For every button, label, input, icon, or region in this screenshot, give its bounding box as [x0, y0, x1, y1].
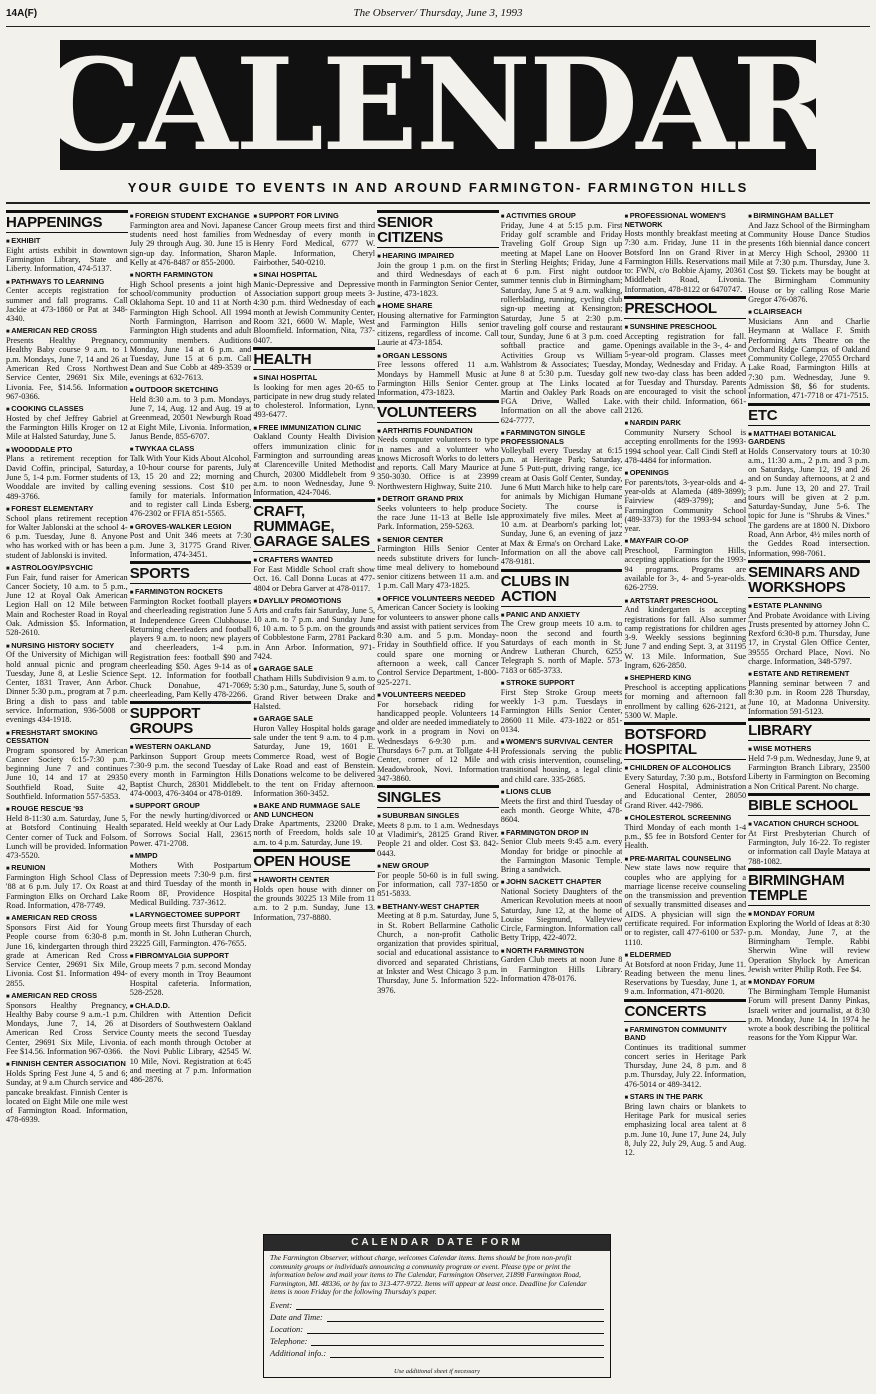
- listing-body: Parkinson Support Group meets 7:30-9 p.m. the second Tuesday of every month in Farmington Hills Baptist Church, 28301 Middlebelt. 474-0003, 476-3404 or 478-0189.: [129, 751, 252, 798]
- listing-body: Children with Attention Deficit Disorders of Southwestern Oakland County meets the second Tuesday of each month through October at the Novi Public Library, 42545 W. 10 Mile, Novi. Registration at 6:45 and meeting at 7 p.m. Information 486-2876.: [129, 1010, 252, 1085]
- listing-body: Exploring the World of Ideas at 8:30 p.m. Monday, June 7, at the Birmingham Temple. Rabbi Sherwin Wine will review Operation Shylock by American Jewish writer Philip Roth. Fee $4.: [748, 918, 870, 974]
- listing-body: Oakland County Health Division offers immunization clinic for Farmington and surrounding areas at Clarenceville United Methodist Church, 20300 Middlebelt from 9 a.m. to noon Wednesday, June 9. Information, 424-7046.: [253, 432, 376, 498]
- listing-body: Center accepts registration for summer and fall programs. Call Jackie at 473-1860 or Pat at 348-4340.: [6, 286, 128, 324]
- listing-heading: ■ FARMINGTON COMMUNITY BAND: [624, 1026, 746, 1043]
- listing-heading: ■ AMERICAN RED CROSS: [6, 914, 128, 923]
- listing-heading: ■ SENIOR CENTER: [377, 536, 499, 545]
- listing-heading: ■ BIRMINGHAM BALLET: [748, 212, 870, 221]
- column-1: [6, 208, 128, 1384]
- listing-heading: ■ NEW GROUP: [377, 862, 499, 871]
- listing-heading: ■ MONDAY FORUM: [748, 978, 870, 987]
- listing-heading: ■ HOME SHARE: [377, 302, 499, 311]
- listing-columns: [6, 208, 870, 1384]
- listing-body: Group meets 7 p.m. second Monday of every month in Troy Beaumont Hospital cafeteria. Information, 528-2528.: [129, 960, 252, 998]
- listing-body: Friday, June 4 at 5:15 p.m. First Friday golf scramble and Friday Traveling Golf Group Sign up meeting at Mapel Lane on Hoover in Sterling Heights; Friday, June 4 at 6 p.m. First night outdoor summer tennis club in Birmingham; Saturday, June 5 at 9 a.m. walking, rollerblading, running, cycling club sign-up meeting at Kensington; Saturday, June 5 at 2:30 p.m. traveling golf course and restaurant tour, Sunday, June 6 at 3 p.m. coed softball practice and game. Activities Group vs William Wahlstrom & Associates; Tuesday, June 8 at 5:30 p.m. Tuesday golf group at The Links located at Martin and Oakley Park Roads on FGA Drive, Walled Lake. Information on all the above call 624-7777.: [500, 220, 623, 425]
- form-instructions: The Farmington Observer, without charge, welcomes Calendar items. Items should be from non-profit community groups or individuals announcing a community program or event. Please type or print the information below and mail your items to The Calendar, Farmington Observer, 21898 Farmington Road, Farmington, MI. 48336, or by fax to 313-477-9722. Items will appear at least once. Deadline for Calendar items is noon Friday for the following Thursday's paper.: [270, 1253, 587, 1297]
- listing-body: Housing alternative for Farmington and Farmington Hills senior citizens, regardless of income. Call Laurie at 473-1854.: [377, 310, 499, 348]
- listing-body: And Probate Avoidance with Living Trusts presented by attorney John C. Rexford 6:30-8 p.m. Thursday, June 17, in Crystal Glen Office Center, 39555 Orchard Place, Novi. No charge. Information, 348-5797.: [748, 610, 870, 666]
- section-heading: SINGLES: [377, 785, 499, 808]
- listing-heading: ■ BAKE AND RUMMAGE SALE AND LUNCHEON: [253, 802, 375, 819]
- listing-body: National Society Daughters of the American Revolution meets at noon Saturday, June 12, at the home of Louise Siegmund, Valleyview Circle, Farmington. Information call Betty Tripp, 422-4072.: [500, 887, 623, 943]
- listing-body: Holds open house with dinner on the grounds 30225 13 Mile from 11 a.m. to 2 p.m. Sunday, June 13. Information, 737-8880.: [253, 884, 376, 922]
- form-field-line[interactable]: [330, 1348, 604, 1358]
- section-heading: BIBLE SCHOOL: [748, 793, 870, 816]
- form-field-line[interactable]: [307, 1324, 604, 1334]
- listing-body: New state laws now require that couples who are applying for a marriage license receive counseling on the transmission and prevention of sexually transmitted diseases and AIDS. A physician will sign the certificate required. For information or to register, call 477-6100 or 537-1110.: [624, 863, 747, 947]
- listing-heading: ■ FINNISH CENTER ASSOCIATION: [6, 1060, 128, 1069]
- listing-heading: ■ WOMEN'S SURVIVAL CENTER: [501, 738, 623, 747]
- column-2: [130, 208, 252, 1384]
- listing-heading: ■ ORGAN LESSONS: [377, 352, 499, 361]
- listing-heading: ■ SUBURBAN SINGLES: [377, 812, 499, 821]
- listing-body: Cancer Group meets first and third Wednesday of every month in Henry Ford Medical, 6777 W. Maple. Information, Cheryl Fairbother, 540-0210.: [253, 220, 376, 267]
- listing-body: Group meets first Thursday of each month in St. John Lutheran Church, 23225 Gill, Farmington. 476-7655.: [129, 919, 252, 948]
- calendar-date-form: [263, 1234, 611, 1378]
- listing-body: Held 8:30 a.m. to 3 p.m. Mondays, June 7, 14, Aug. 12 and Aug. 19 at Greenmead, 20501 Newburgh Road at Eight Mile, Livonia. Information, Janus Bende, 855-6707.: [129, 394, 252, 441]
- form-field-label: Additional info.:: [270, 1347, 327, 1358]
- section-heading: ETC: [748, 403, 870, 426]
- section-heading: HAPPENINGS: [6, 210, 128, 233]
- listing-heading: ■ REUNION: [6, 864, 128, 873]
- form-field-label: Date and Time:: [270, 1311, 323, 1322]
- listing-body: Garden Club meets at noon June 8 in Farmington Hills Library. Information 478-0176.: [500, 955, 623, 984]
- listing-body: Talk With Your Kids About Alcohol, a 10-hour course for parents, July 13, 15 20 and 22; morning and evening sessions. Cost $10 per family for materials. Information and to register call Linda Esberg, 476-2302 or FFIA 851-5565.: [129, 453, 252, 519]
- listing-heading: ■ ASTROLOGY/PSYCHIC: [6, 564, 128, 573]
- listing-heading: ■ NURSING HISTORY SOCIETY: [6, 642, 128, 651]
- listing-body: And Jazz School of the Birmingham Community House Dance Studios presents 16th biennial dance concert at Mercy High School, 29300 11 Mile at 7:30 p.m. Thursday, June 3. Cost $9. Tickets may be bought at The Birmingham Community House or by calling Rose Marie Gregor 476-0876.: [748, 220, 870, 304]
- listing-body: Sponsors Healthy Pregnancy, Healthy Baby course 9 a.m.-1 p.m. Mondays, June 7, 14, 26 at American Red Cross Service Center, 29691 Six Mile, Livonia. Fee $14.56. Information 967-0366.: [6, 1000, 128, 1057]
- listing-body: Continues its traditional summer concert series in Heritage Park Thursday, June 24, 8 p.m. and 8 p.m. Thursday, July 22. Information, 476-5014 or 489-3412.: [624, 1042, 747, 1089]
- listing-body: Sponsors First Aid for Young People course from 6:30-8 p.m. June 16, kindergarten through third grade at American Red Cross Service Center, 29691 Six Mile, Livonia. Cost $1. Information 494-2855.: [6, 922, 128, 988]
- listing-body: Arts and crafts fair Saturday, June 5, 10 a.m. to 7 p.m. and Sunday June 6, 10 a.m. to 5 p.m. on the grounds of Cobblestone Farm, 2781 Packard in Ann Arbor. Information, 971-7424.: [253, 605, 376, 662]
- listing-body: Holds Spring Fest June 4, 5 and 6; Sunday, at 9 a.m Church service and pancake breakfast. Finnish Center is located on Eight Mile one mile west of Farmington Road. Information, 478-6939.: [6, 1069, 128, 1125]
- listing-heading: ■ CH.A.D.D.: [130, 1002, 252, 1011]
- listing-heading: ■ NORTH FARMINGTON: [130, 271, 252, 280]
- listing-body: Farmington High School Class of '88 at 6 p.m. July 17. Ox Roast at Farmington Elks on Orchard Lake Road. Information, 478-7749.: [6, 873, 128, 910]
- listing-body: For the newly hurting/divorced or separated. Held weekly at Our Lady of Sorrows Social Hall, 23615 Power. 471-2708.: [129, 810, 252, 848]
- listing-heading: ■ DETROIT GRAND PRIX: [377, 495, 499, 504]
- form-field-label: Telephone:: [270, 1335, 308, 1346]
- listing-body: Third Monday of each month 1-4 p.m., $5 fee in Botsford Center for Health.: [624, 822, 747, 851]
- listing-body: Musicians Ann and Charlie Heymann at Wallace F. Smith Performing Arts Theatre on the Orchard Ridge Campus of Oakland Community College, 27055 Orchard Lake Road, Farmington Hills at 7:30 p.m. Wednesday, June 9. Admission $8, $6 for students. Information, 471-7718 or 471-7515.: [748, 316, 870, 401]
- listing-heading: ■ PRE-MARITAL COUNSELING: [624, 855, 746, 864]
- listing-heading: ■ SHEPHERD KING: [624, 674, 746, 683]
- listing-body: Meets 8 p.m. to 1 a.m. Wednesdays at Vladimir's, 28125 Grand River. People 21 and older. Cost $3. 842-0443.: [377, 820, 499, 858]
- form-field-row: [264, 1348, 610, 1360]
- listing-heading: ■ SINAI HOSPITAL: [253, 374, 375, 383]
- section-heading: SUPPORT GROUPS: [130, 701, 252, 739]
- listing-body: Drake Apartments, 23200 Drake, north of Freedom, holds sale 10 a.m. to 4 p.m. Saturday, June 19.: [253, 819, 376, 847]
- listing-heading: ■ ACTIVITIES GROUP: [501, 212, 623, 221]
- listing-body: Of the University of Michigan will hold annual picnic and program Tuesday, June 8, at Leslie Science Center, 1831 Traver, Ann Arbor. Dinner 5:30 p.m., program at 7 p.m. Bring a dish to pass and table service. Information, 936-5008 or evenings 434-1918.: [6, 650, 128, 725]
- listing-heading: ■ OUTDOOR SKETCHING: [130, 386, 252, 395]
- listing-body: Meets the first and third Tuesday of each month. George White, 478-8604.: [500, 796, 623, 825]
- page-number: 14A(F): [6, 8, 38, 19]
- section-heading: SPORTS: [130, 561, 252, 584]
- masthead-title: CALENDAR: [41, 31, 835, 179]
- listing-body: Post and Unit 346 meets at 7:30 p.m. June 3, 31775 Grand River. Information, 474-3451.: [129, 531, 252, 560]
- listing-heading: ■ MATTHAEI BOTANICAL GARDENS: [748, 430, 870, 447]
- section-heading: CLUBS IN ACTION: [501, 569, 623, 607]
- listing-body: Needs computer volunteers to type in names and a volunteer who knows Microsoft Works to do letters and reports. Call Mary Maurice at 350-3030. Office is at 23999 Northwestern Highway, Suite 210.: [377, 435, 499, 491]
- listing-heading: ■ SUPPORT FOR LIVING: [253, 212, 375, 221]
- listing-heading: ■ GROVES-WALKER LEGION: [130, 523, 252, 532]
- listing-heading: ■ CLAIRSEACH: [748, 308, 870, 317]
- listing-heading: ■ TWYKAA CLASS: [130, 445, 252, 454]
- listing-heading: ■ GARAGE SALE: [253, 715, 375, 724]
- section-heading: OPEN HOUSE: [253, 849, 375, 872]
- listing-heading: ■ MAYFAIR CO-OP: [624, 537, 746, 546]
- form-note: Use additional sheet if necessary: [394, 1368, 480, 1375]
- form-field-label: Location:: [270, 1323, 304, 1334]
- listing-heading: ■ FARMINGTON DROP IN: [501, 829, 623, 838]
- listing-body: Volleyball every Tuesday at 6:15 p.m. at Heritage Park; Saturday, June 5 Putt-putt, driving range, ice cream at Oasis Golf Center, Sunday, June 6 Mutt March hike to help care for animals by Michigan Humane Society. The course is approximately five miles. Meet at 10 a.m. at Dearborn's parking lot; Sunday, June 6, an evening of jazz at Max & Erma's on Orchard Lake. Information on all the above call 478-9181.: [500, 445, 623, 567]
- header-rule: [6, 26, 870, 27]
- listing-body: Fun Fair, fund raiser for American Cancer Society, 10 a.m. to 5 p.m., June 12 at Royal Oak American Legion Hall on 12 Mile between Main and Rochester Road in Royal Oak. Admission $5. Information, 528-2610.: [6, 572, 128, 638]
- listing-heading: ■ SUPPORT GROUP: [130, 802, 252, 811]
- listing-body: For horseback riding for handicapped people. Volunteers 14 and older are needed immediately to work in a program in Novi on Wednesdays 6-9:30 p.m. and Thursdays 6-7 p.m. at Tollgate 4-H Center, corner of 12 Mile and Meadowbrook, Novi. Information 347-3860.: [377, 699, 499, 783]
- listing-heading: ■ HAWORTH CENTER: [253, 876, 375, 885]
- listing-body: Bring lawn chairs or blankets to Heritage Park for musical series emphasizing local area talent at 8 p.m. June 10, June 17, June 24, July 8, July 22, July 29, Aug. 5 and Aug. 12.: [624, 1101, 747, 1158]
- listing-heading: ■ FREE IMMUNIZATION CLINIC: [253, 424, 375, 433]
- listing-body: At First Presbyterian Church of Farmington, July 16-22. To register or information call Dayle Mataya at 788-1082.: [748, 828, 870, 866]
- listing-body: First Step Stroke Group meets weekly 1-3 p.m. Tuesdays in Farmington Hills Senior Center, 28600 11 Mile. 473-1822 or 851-0134.: [500, 687, 623, 734]
- listing-body: Meeting at 8 p.m. Saturday, June 5, in St. Robert Bellarmine Catholic Church, a non-profit Catholic organization that provides spiritual, social and educational assistance to divorced and separated Christians, at Inkster and West Chicago 3 p.m. Thursday, June 5. Information 522-3976.: [377, 911, 499, 995]
- listing-body: Is looking for men ages 20-65 to participate in new drug study related to cholesterol. Information, Lynn, 493-6477.: [253, 382, 376, 420]
- listing-heading: ■ VACATION CHURCH SCHOOL: [748, 820, 870, 829]
- listing-heading: ■ ARTSTART PRESCHOOL: [624, 597, 746, 606]
- listing-body: Held 8-11:30 a.m. Saturday, June 5, at Botsford Continuing Health Center corner of Tuck and Folsom. Lunch will be provided. Information 473-5520.: [6, 813, 128, 861]
- column-7: [748, 208, 870, 1384]
- section-heading: CRAFT, RUMMAGE, GARAGE SALES: [253, 499, 375, 552]
- listing-heading: ■ FARMINGTON ROCKETS: [130, 588, 252, 597]
- listing-body: At Botsford at noon Friday, June 11. Reading between the menu lines. Reservations by Tuesday, June 1, at 9 a.m. Information, 471-8020.: [624, 959, 747, 997]
- listing-body: Presents Healthy Pregnancy, Healthy Baby course 9 a.m. to 1 p.m. Mondays, June 7, 14 and 26 at American Red Cross Northwest Service Center, 29691 Six Mile, Livonia. Fee, $14.56. Information 967-0366.: [6, 336, 128, 401]
- calendar-subtitle: YOUR GUIDE TO EVENTS IN AND AROUND FARMINGTON- FARMINGTON HILLS: [127, 180, 749, 195]
- newspaper-dateline: The Observer/ Thursday, June 3, 1993: [353, 7, 523, 19]
- listing-body: The Birmingham Temple Humanist Forum will present Danny Pinkas, Israeli writer and journalist, at 8:30 p.m. Monday, June 14. In 1974 he wrote a book describing the political reasons for the Yom Kippur War.: [748, 986, 870, 1043]
- listing-heading: ■ COOKING CLASSES: [6, 405, 128, 414]
- listing-body: High School presents a joint high school/community production of Oklahoma Sept. 10 and 11 at North Farmington High School. All 1994 North Farmington, Harrison and Farmington High students and adult community members. Auditions Monday, June 14 at 6 p.m. and Tuesday, June 15 at 6 p.m. Call Dean and Sue Cobb at 489-3539 or evenings at 632-7613.: [129, 279, 252, 382]
- form-field-line[interactable]: [311, 1336, 604, 1346]
- listing-body: Join the group 1 p.m. on the first and third Wednesdays of each month in Farmington Senior Center, Justine, 473-1823.: [377, 260, 499, 298]
- listing-heading: ■ SINAI HOSPITAL: [253, 271, 375, 280]
- section-heading: SENIOR CITIZENS: [377, 210, 499, 248]
- listing-body: Farmington Rocket football players and cheerleading registration June 5 at Independence Green Clubhouse. Returning cheerleaders and football players 9 a.m. to noon; new players and cheerleaders, 1-4 p.m. Registration fees: football $90 and cheerleading $50. Ages 9-14 as of Sept. 12. Information for football Chuck Donahue, 471-7069; cheerleading, Pam Kelly 478-2266.: [129, 597, 252, 699]
- listing-heading: ■ FIBROMYALGIA SUPPORT: [130, 952, 252, 961]
- listing-heading: ■ ELDERMED: [624, 951, 746, 960]
- listing-body: Accepting registration for fall. Openings available in the 3-, 4- and 5-year-old program. Classes meet Monday, Wednesday and Friday. A new two-day class has been added for Tuesday and Thursday. Parents are encouraged to visit the school with their child. Information, 661-2126.: [624, 331, 747, 415]
- listing-body: Preschool is accepting applications for morning and afternoon fall enrollment by calling 626-2121, at 5300 W. Maple.: [624, 683, 747, 720]
- listing-heading: ■ FARMINGTON SINGLE PROFESSIONALS: [501, 429, 623, 446]
- listing-heading: ■ BETHANY-WEST CHAPTER: [377, 903, 499, 912]
- section-heading: SEMINARS AND WORKSHOPS: [748, 560, 870, 598]
- listing-body: Community Nursery School is accepting enrollments for the 1993-1994 school year. Call Cindi Stefl at 478-4484 for information.: [624, 427, 747, 465]
- listing-heading: ■ SUNSHINE PRESCHOOL: [624, 323, 746, 332]
- listing-heading: ■ CRAFTERS WANTED: [253, 556, 375, 565]
- calendar-masthead: [41, 31, 835, 179]
- listing-body: Senior Club meets 9:45 a.m. every Monday for bridge or pinochle at the Farmington Masonic Temple. Bring a sandwich.: [500, 837, 623, 875]
- form-field-label: Event:: [270, 1299, 293, 1310]
- listing-heading: ■ PATHWAYS TO LEARNING: [6, 278, 128, 287]
- listing-heading: ■ PANIC AND ANXIETY: [501, 611, 623, 620]
- listing-body: Mothers With Postpartum Depression meets 7:30-9 p.m. first and third Tuesday of the month in Room 8F, Providence Hospital Medical Building. 737-3612.: [129, 860, 252, 907]
- listing-body: Held 7-9 p.m. Wednesday, June 9, at Farmington Branch Library, 23500 Liberty in Farmington on Becoming a Non Critical Parent. No charge.: [748, 753, 870, 791]
- listing-body: Every Saturday, 7:30 p.m., Botsford General Hospital, Administration and Educational Center, 28050 Grand River. 442-7986.: [624, 772, 747, 810]
- column-3: [253, 208, 375, 1230]
- listing-heading: ■ NARDIN PARK: [624, 419, 746, 428]
- listing-heading: ■ NORTH FARMINGTON: [501, 947, 623, 956]
- listing-heading: ■ AMERICAN RED CROSS: [6, 992, 128, 1001]
- form-title: CALENDAR DATE FORM: [264, 1235, 610, 1251]
- listing-body: Preschool, Farmington Hills, accepting applications for the 1993-94 programs. Programs are available for 3-, 4- and 5-year-olds. 626-2759.: [624, 546, 747, 593]
- section-heading: PRESCHOOL: [624, 296, 746, 319]
- listing-heading: ■ ESTATE PLANNING: [748, 602, 870, 611]
- form-field-row: [264, 1300, 610, 1312]
- listing-heading: ■ EXHIBIT: [6, 237, 128, 246]
- listing-body: For East Middle School craft show Oct. 16. Call Donna Lucas at 477-4804 or Debra Garver at 478-0117.: [253, 565, 376, 593]
- listing-heading: ■ MONDAY FORUM: [748, 910, 870, 919]
- section-heading: LIBRARY: [748, 718, 870, 741]
- listing-heading: ■ VOLUNTEERS NEEDED: [377, 691, 499, 700]
- listing-heading: ■ ESTATE AND RETIREMENT: [748, 670, 870, 679]
- listing-heading: ■ PROFESSIONAL WOMEN'S NETWORK: [624, 212, 746, 229]
- listing-heading: ■ OPENINGS: [624, 469, 746, 478]
- listing-heading: ■ LARYNGECTOMEE SUPPORT: [130, 911, 252, 920]
- listing-heading: ■ LIONS CLUB: [501, 788, 623, 797]
- listing-body: And kindergarten is accepting registrations for fall. Also summer camp registrations for children ages 3-9. Weekly sessions beginning June 7 and ending Sept. 3, at 31195 W. 13 Mile. Information, Sue Ingram, 626-2850.: [624, 605, 747, 670]
- form-field-line[interactable]: [296, 1300, 604, 1310]
- listing-body: School plans retirement reception for Walter Jablonski at the school 4-6 p.m. Tuesday, June 8. Anyone who has worked with or has been a student of Jablonski is invited.: [6, 513, 128, 560]
- section-heading: CONCERTS: [624, 999, 746, 1022]
- listing-heading: ■ GARAGE SALE: [253, 665, 375, 674]
- listing-body: Manic-Depressive and Depressive Association support group meets 3-4:30 p.m. third Wednesday of each month at Jewish Community Center, Room 321, 6600 W. Maple, West Bloomfield. Information, Nita, 737-0407.: [253, 279, 376, 345]
- listing-body: Holds Conservatory tours at 10:30 a.m., 11:30 a.m., 2 p.m. and 3 p.m. on Saturdays, June 12, 19 and 26 and on Sunday afternoons, at 2 and 3 p.m. June 13, 20 and 27. Trail tours will be given at 2 p.m. Saturday-Sunday, June 5-6. The topic for June is "Shrubs & Vines." The gardens are at 1800 N. Dixboro Road, Ann Arbor, 4½ miles north of the Geddes Road intersection. Information, 998-7061.: [748, 446, 870, 558]
- listing-body: Plans a retirement reception for David Coffin, principal, Saturday, June 5, 1-4 p.m. Former students of Wooddale are invited by calling 489-3766.: [6, 454, 128, 501]
- listing-body: Hosts monthly breakfast meeting at 7:30 a.m. Friday, June 11 in the Botsford Inn on Grand River in Farmington Hills. Reservations mail to: FWN, c/o Bobbie Ajamy, 20361 Middlebelt Road, Livonia. Information, 478-8122 or 6470747.: [624, 229, 747, 294]
- listing-heading: ■ WOODDALE PTO: [6, 446, 128, 455]
- listing-heading: ■ STROKE SUPPORT: [501, 679, 623, 688]
- listing-body: The Crew group meets 10 a.m. to noon the second and fourth Saturdays of each month in St. Andrew Lutheran Church, 6255 Telegraph S. north of Maple. 573-7183 or 685-3733.: [500, 619, 623, 675]
- listing-heading: ■ AMERICAN RED CROSS: [6, 327, 128, 336]
- listing-body: Hosted by chef Jeffrey Gabriel at the Farmington Hills Kroger on 12 Mile at Halsted Saturday, June 5.: [6, 413, 128, 442]
- listing-heading: ■ CHOLESTEROL SCREENING: [624, 814, 746, 823]
- section-heading: VOLUNTEERS: [377, 400, 499, 423]
- listing-heading: ■ MMPD: [130, 852, 252, 861]
- listing-body: Planning seminar between 7 and 8:30 p.m. in Room 228 Thursday, June 10, at Madonna University. Information 591-5123.: [748, 679, 870, 716]
- listing-body: Eight artists exhibit in downtown Farmington Library, State and Liberty. Information, 474-5137.: [6, 245, 128, 274]
- form-field-line[interactable]: [327, 1312, 604, 1322]
- listing-heading: ■ JOHN SACKETT CHAPTER: [501, 878, 623, 887]
- form-field-row: [264, 1324, 610, 1336]
- page-header: [6, 4, 870, 26]
- column-5: [501, 208, 623, 1230]
- listing-heading: ■ ARTHRITIS FOUNDATION: [377, 427, 499, 436]
- listing-heading: ■ WISE MOTHERS: [748, 745, 870, 754]
- form-field-row: [264, 1312, 610, 1324]
- section-heading: HEALTH: [253, 347, 375, 370]
- listing-body: Professionals serving the public with crisis intervention, counseling, transitional housing, a legal clinic and child care. 335-2685.: [500, 746, 623, 784]
- listing-heading: ■ FOREIGN STUDENT EXCHANGE: [130, 212, 252, 221]
- listing-body: Program sponsored by American Cancer Society 6:15-7:30 p.m. beginning June 7 and continues June 10, 14 and 17 at 29350 Southfield Road, Suite 42, Southfield. Information 557-5353.: [6, 745, 128, 801]
- form-field-row: [264, 1336, 610, 1348]
- listing-heading: ■ STARS IN THE PARK: [624, 1093, 746, 1102]
- listing-body: Farmington Hills Senior Center needs substitute drivers for lunch-time meal delivery to homebound senior citizens between 11 a.m. and 1 p.m. Call Mary 473-1825.: [377, 544, 499, 591]
- section-heading: BOTSFORD HOSPITAL: [624, 722, 746, 760]
- listing-body: Free lessons offered 11 a.m. Mondays by Hammell Music at Farmington Hills Senior Center. Information, 473-1823.: [377, 360, 499, 398]
- listing-body: For parents/tots, 3-year-olds and 4-year-olds at Alameda (489-3899); Fairview (489-3799); and Farmington Community School (489-3373) for the 1993-94 school year.: [624, 477, 747, 534]
- subtitle-rule: [6, 202, 870, 204]
- listing-heading: ■ HEARING IMPAIRED: [377, 252, 499, 261]
- listing-body: Chatham Hills Subdivision 9 a.m. to 5:30 p.m., Saturday, June 5, south of Grand River between Drake and Halsted.: [253, 674, 376, 711]
- listing-body: Huron Valley Hospital holds garage sale under the tent 9 a.m. to 4 p.m. Saturday, June 19, 1601 E. Commerce Road, west of Bogie Lake Road and east of Benstein. Donations welcome to be delivered to the tent on Friday afternoon. Information 360-3452.: [253, 723, 376, 798]
- listing-body: For people 50-60 is in full swing. For information, call 737-1850 or 851-5833.: [377, 870, 499, 899]
- listing-heading: ■ ROUGE RESCUE '93: [6, 805, 128, 814]
- listing-heading: ■ OFFICE VOLUNTEERS NEEDED: [377, 595, 499, 604]
- listing-heading: ■ FRESHSTART SMOKING CESSATION: [6, 729, 128, 746]
- listing-heading: ■ FOREST ELEMENTARY: [6, 505, 128, 514]
- column-6: [624, 208, 746, 1384]
- section-heading: BIRMINGHAM TEMPLE: [748, 868, 870, 906]
- listing-heading: ■ CHILDREN OF ALCOHOLICS: [624, 764, 746, 773]
- listing-body: Seeks volunteers to help produce the race June 11-13 at Belle Isle Park. Information, 259-5263.: [377, 503, 499, 532]
- column-4: [377, 208, 499, 1230]
- listing-heading: ■ WESTERN OAKLAND: [130, 743, 252, 752]
- listing-body: American Cancer Society is looking for volunteers to answer phone calls and assist with patient services from 8:30 a.m. and 5 p.m. Monday-Friday in Southfield office. If you could spare one morning or afternoon a week, call Cancer Control Service Department, 1-800-925-2271.: [377, 603, 499, 687]
- listing-heading: ■ DAYLILY PROMOTIONS: [253, 597, 375, 606]
- listing-body: Farmington area and Novi. Japanese students need host families from July 29 through Aug. 30. June 15 is sign-up day. Information, Sharon Kelly at 476-8487 or 855-2000.: [129, 220, 252, 267]
